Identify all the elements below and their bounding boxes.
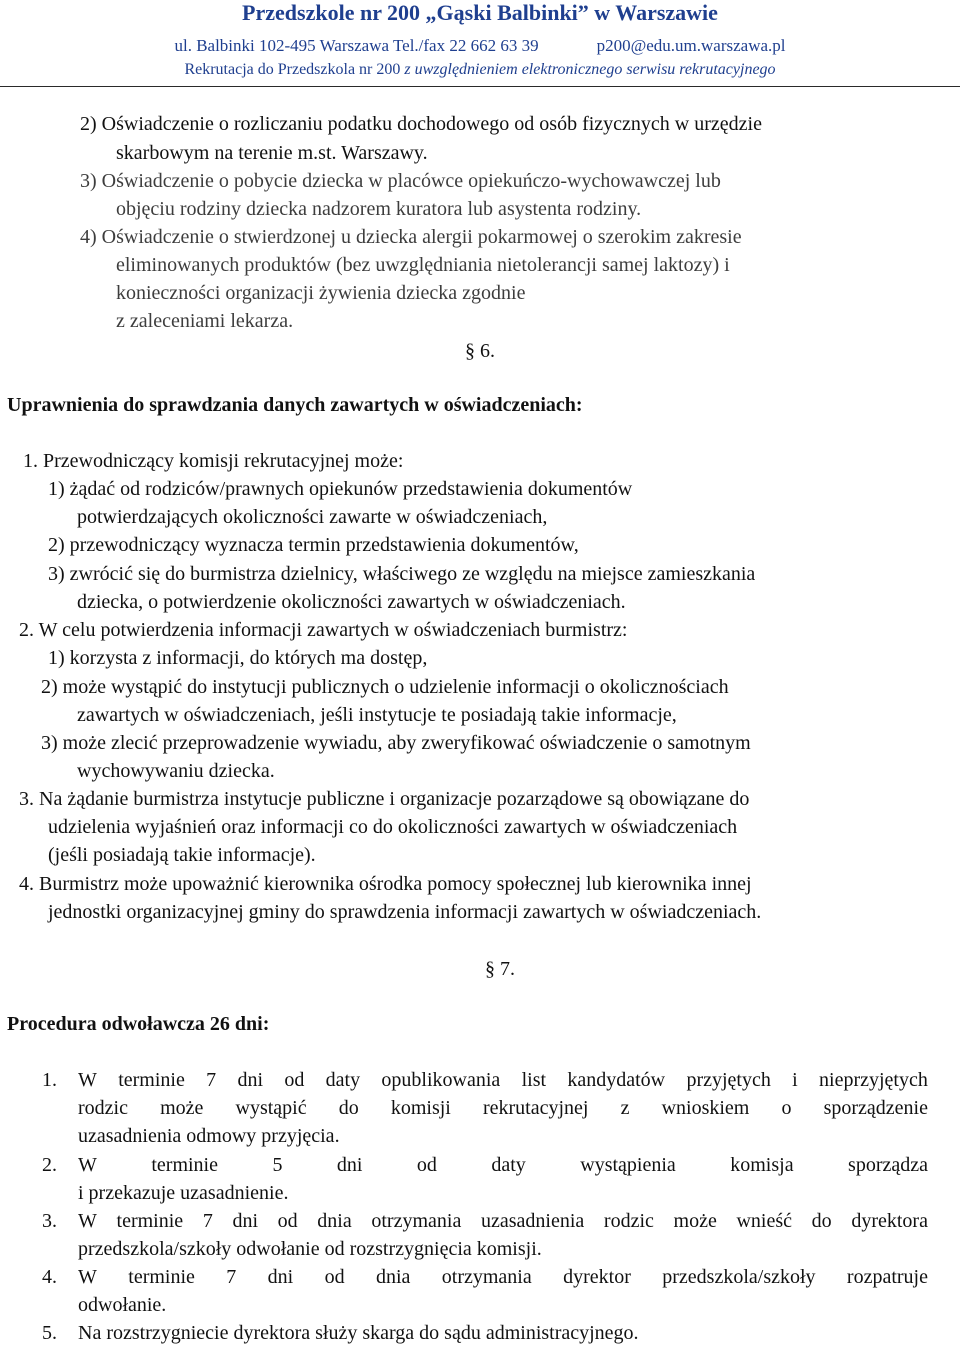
word: dni	[336, 1154, 363, 1176]
word: rodzic	[78, 1097, 128, 1119]
recruitment-suffix: z uwzględnieniem elektronicznego serwisu rekrutacyjnego	[404, 61, 776, 78]
list-item: jednostki organizacyjnej gminy do sprawdzenia informacji zawartych w oświadczeniach.	[48, 901, 762, 923]
word: i	[792, 1069, 798, 1091]
word: wystąpić	[235, 1097, 307, 1119]
list-item	[78, 1070, 928, 1090]
word: od	[277, 1210, 298, 1232]
school-contact	[0, 36, 960, 56]
list-item: (jeśli posiadają takie informacje).	[48, 844, 316, 866]
word: dnia	[375, 1266, 411, 1288]
list-item	[78, 1211, 928, 1231]
list-item: Na rozstrzygniecie dyrektora służy skarga do sądu administracyjnego.	[78, 1322, 639, 1344]
word: może	[160, 1097, 204, 1119]
word: nieprzyjętych	[819, 1069, 928, 1091]
word: W	[78, 1154, 97, 1176]
list-number: 4.	[42, 1266, 57, 1288]
word: przedszkola/szkoły	[662, 1266, 816, 1288]
word: W	[78, 1069, 97, 1091]
word: od	[284, 1069, 305, 1091]
word: wnieść	[736, 1210, 793, 1232]
word: od	[416, 1154, 437, 1176]
school-title: Przedszkole nr 200 „Gąski Balbinki” w Warszawie	[242, 0, 718, 25]
list-number: 3.	[42, 1210, 57, 1232]
list-item	[78, 1267, 928, 1287]
word: sporządzenie	[823, 1097, 928, 1119]
word: rozpatruje	[846, 1266, 928, 1288]
word: opublikowania	[381, 1069, 501, 1091]
list-item: 3) Oświadczenie o pobycie dziecka w placówce opiekuńczo-wychowawczej lub	[80, 170, 721, 192]
list-item: udzielenia wyjaśnień oraz informacji co do okoliczności zawartych w oświadczeniach	[48, 816, 738, 838]
recruitment-prefix: Rekrutacja do Przedszkola nr 200	[184, 61, 401, 78]
word: sporządza	[848, 1154, 928, 1176]
list-item: 1) żądać od rodziców/prawnych opiekunów przedstawienia dokumentów	[48, 478, 633, 500]
school-address: ul. Balbinki 102-495 Warszawa Tel./fax 22 662 63 39	[174, 36, 539, 55]
word: przyjętych	[686, 1069, 771, 1091]
recruitment-line	[0, 60, 960, 79]
word: list	[521, 1069, 547, 1091]
list-item: 2) Oświadczenie o rozliczaniu podatku dochodowego od osób fizycznych w urzędzie	[80, 113, 762, 135]
list-item: zawartych w oświadczeniach, jeśli instytucje te posiadają takie informacje,	[77, 704, 677, 726]
list-number: 2.	[42, 1154, 57, 1176]
word: rekrutacyjnej	[482, 1097, 589, 1119]
list-item: 1) korzysta z informacji, do których ma dostęp,	[48, 647, 428, 669]
list-item: wychowywaniu dziecka.	[77, 760, 275, 782]
word: terminie	[151, 1154, 218, 1176]
list-item: 3) zwrócić się do burmistrza dzielnicy, właściwego ze względu na miejsce zamieszkania	[48, 563, 756, 585]
word: terminie	[128, 1266, 195, 1288]
list-item: eliminowanych produktów (bez uwzględniania nietolerancji samej laktozy) i	[116, 254, 730, 276]
word: otrzymania	[371, 1210, 462, 1232]
word: komisji	[390, 1097, 451, 1119]
list-number: 1.	[42, 1069, 57, 1091]
word: terminie	[116, 1210, 184, 1232]
list-number: 5.	[42, 1322, 57, 1344]
word: W	[78, 1266, 97, 1288]
word: dyrektor	[563, 1266, 631, 1288]
list-item: z zaleceniami lekarza.	[116, 310, 294, 332]
list-item: 3) może zlecić przeprowadzenie wywiadu, aby zweryfikować oświadczenie o samotnym	[41, 732, 751, 754]
list-item: potwierdzających okoliczności zawarte w oświadczeniach,	[77, 506, 548, 528]
word: 7	[202, 1210, 213, 1232]
word: uzasadnienia	[480, 1210, 585, 1232]
list-item: odwołanie.	[78, 1294, 167, 1316]
list-item: 4. Burmistrz może upoważnić kierownika ośrodka pomocy społecznej lub kierownika innej	[19, 873, 752, 895]
list-item: 3. Na żądanie burmistrza instytucje publiczne i organizacje pozarządowe są obowiązane do	[19, 788, 750, 810]
section-heading: Procedura odwoławcza 26 dni:	[7, 1013, 270, 1035]
word: 5	[272, 1154, 283, 1176]
word: 7	[226, 1266, 237, 1288]
word: do	[811, 1210, 832, 1232]
list-item: i przekazuje uzasadnienie.	[78, 1182, 289, 1204]
word: wystąpienia	[580, 1154, 676, 1176]
word: o	[781, 1097, 792, 1119]
list-item: 2. W celu potwierdzenia informacji zawartych w oświadczeniach burmistrz:	[19, 619, 628, 641]
word: z	[620, 1097, 630, 1119]
list-item	[78, 1155, 928, 1175]
word: rodzic	[603, 1210, 654, 1232]
list-item: 4) Oświadczenie o stwierdzonej u dziecka alergii pokarmowej o szerokim zakresie	[80, 226, 742, 248]
list-item: konieczności organizacji żywienia dziecka zgodnie	[116, 282, 526, 304]
list-item: 2) przewodniczący wyznacza termin przedstawienia dokumentów,	[48, 534, 579, 556]
header-divider	[0, 86, 960, 87]
word: może	[673, 1210, 717, 1232]
word: kandydatów	[567, 1069, 666, 1091]
list-item: skarbowym na terenie m.st. Warszawy.	[116, 142, 428, 164]
word: dni	[232, 1210, 259, 1232]
word: dni	[237, 1069, 264, 1091]
word: daty	[491, 1154, 526, 1176]
paragraph-number: § 6.	[465, 340, 495, 362]
list-item: 1. Przewodniczący komisji rekrutacyjnej może:	[23, 450, 404, 472]
school-email[interactable]: p200@edu.um.warszawa.pl	[596, 36, 786, 55]
list-item: przedszkola/szkoły odwołanie od rozstrzygnięcia komisji.	[78, 1238, 542, 1260]
list-item: objęciu rodziny dziecka nadzorem kuratora lub asystenta rodziny.	[116, 198, 642, 220]
word: do	[338, 1097, 359, 1119]
word: dnia	[317, 1210, 352, 1232]
word: wnioskiem	[661, 1097, 750, 1119]
word: terminie	[118, 1069, 185, 1091]
word: W	[78, 1210, 97, 1232]
word: daty	[325, 1069, 361, 1091]
section-heading: Uprawnienia do sprawdzania danych zawartych w oświadczeniach:	[7, 394, 583, 416]
list-item: dziecka, o potwierdzenie okoliczności zawartych w oświadczeniach.	[77, 591, 626, 613]
list-item	[78, 1098, 928, 1118]
word: dni	[267, 1266, 294, 1288]
word: dyrektora	[851, 1210, 928, 1232]
word: 7	[206, 1069, 217, 1091]
list-item: uzasadnienia odmowy przyjęcia.	[78, 1125, 340, 1147]
word: komisja	[730, 1154, 794, 1176]
word: otrzymania	[441, 1266, 532, 1288]
list-item: 2) może wystąpić do instytucji publicznych o udzielenie informacji o okolicznościach	[41, 676, 729, 698]
word: od	[324, 1266, 345, 1288]
paragraph-number: § 7.	[485, 958, 515, 980]
